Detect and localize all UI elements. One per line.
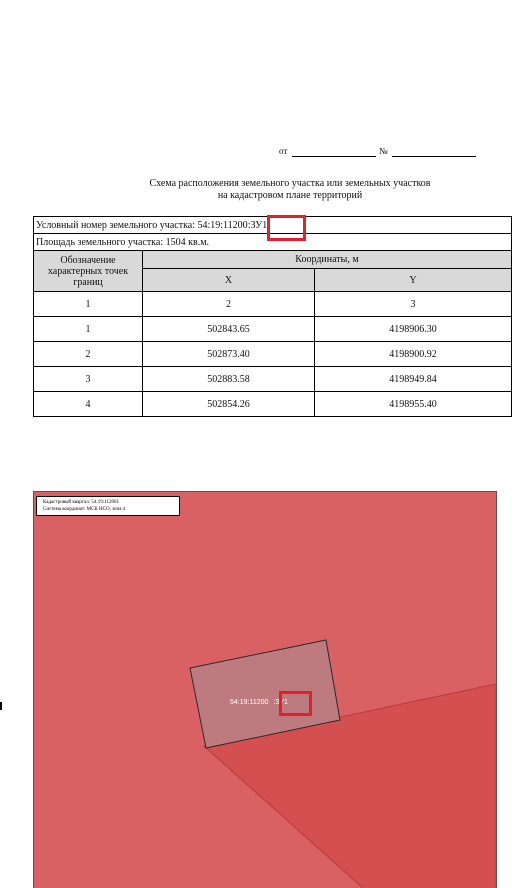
- x-cell: 502854.26: [143, 392, 315, 417]
- table-highlight-box: [267, 215, 306, 241]
- y-cell: 4198906.30: [315, 317, 512, 342]
- legend-coordinate-system: Система координат: МСК НСО, зона 4: [43, 507, 126, 512]
- table-cell: 2: [143, 292, 315, 317]
- table-row: [34, 392, 512, 417]
- document-title: [60, 178, 520, 202]
- x-cell: 502843.65: [143, 317, 315, 342]
- map-highlight-box: [279, 691, 312, 716]
- point-cell: 3: [34, 367, 143, 392]
- x-cell: 502883.58: [143, 367, 315, 392]
- cadastral-map: [33, 491, 497, 888]
- parcel-label-suffix: :ЗУ1: [273, 699, 288, 706]
- margin-mark: [0, 702, 2, 710]
- area-cell: Площадь земельного участка: 1504 кв.м.: [34, 234, 512, 251]
- date-prefix: от: [279, 146, 288, 156]
- number-sign: №: [379, 146, 388, 156]
- parcel-number-label: Условный номер земельного участка: 54:19:11200: [36, 219, 248, 231]
- map-canvas: [34, 492, 497, 888]
- parcel-label-main: 54:19:11200: [230, 699, 269, 706]
- table-cell: 1: [34, 292, 143, 317]
- designation-header: Обозначение характерных точек границ: [34, 251, 143, 292]
- table-row: [34, 317, 512, 342]
- y-header: Y: [315, 269, 512, 292]
- y-cell: 4198900.92: [315, 342, 512, 367]
- date-blank-line: [292, 156, 376, 157]
- coordinates-table: [33, 216, 512, 417]
- table-row: [34, 342, 512, 367]
- y-cell: 4198949.84: [315, 367, 512, 392]
- parcel-number-suffix: :ЗУ1: [247, 219, 268, 231]
- x-cell: 502873.40: [143, 342, 315, 367]
- number-blank-line: [392, 156, 476, 157]
- point-cell: 4: [34, 392, 143, 417]
- title-line-1: Схема расположения земельного участка или земельных участков: [149, 178, 431, 189]
- coordinates-header: Координаты, м: [143, 251, 512, 269]
- title-line-2: на кадастровом плане территорий: [217, 190, 363, 201]
- map-legend: [36, 496, 180, 516]
- table-cell: 3: [315, 292, 512, 317]
- point-cell: 2: [34, 342, 143, 367]
- legend-cadastral-quarter: Кадастровый квартал: 54:19:112001: [43, 500, 119, 505]
- table-row-index: [34, 292, 512, 317]
- y-cell: 4198955.40: [315, 392, 512, 417]
- table-row: [34, 367, 512, 392]
- x-header: X: [143, 269, 315, 292]
- point-cell: 1: [34, 317, 143, 342]
